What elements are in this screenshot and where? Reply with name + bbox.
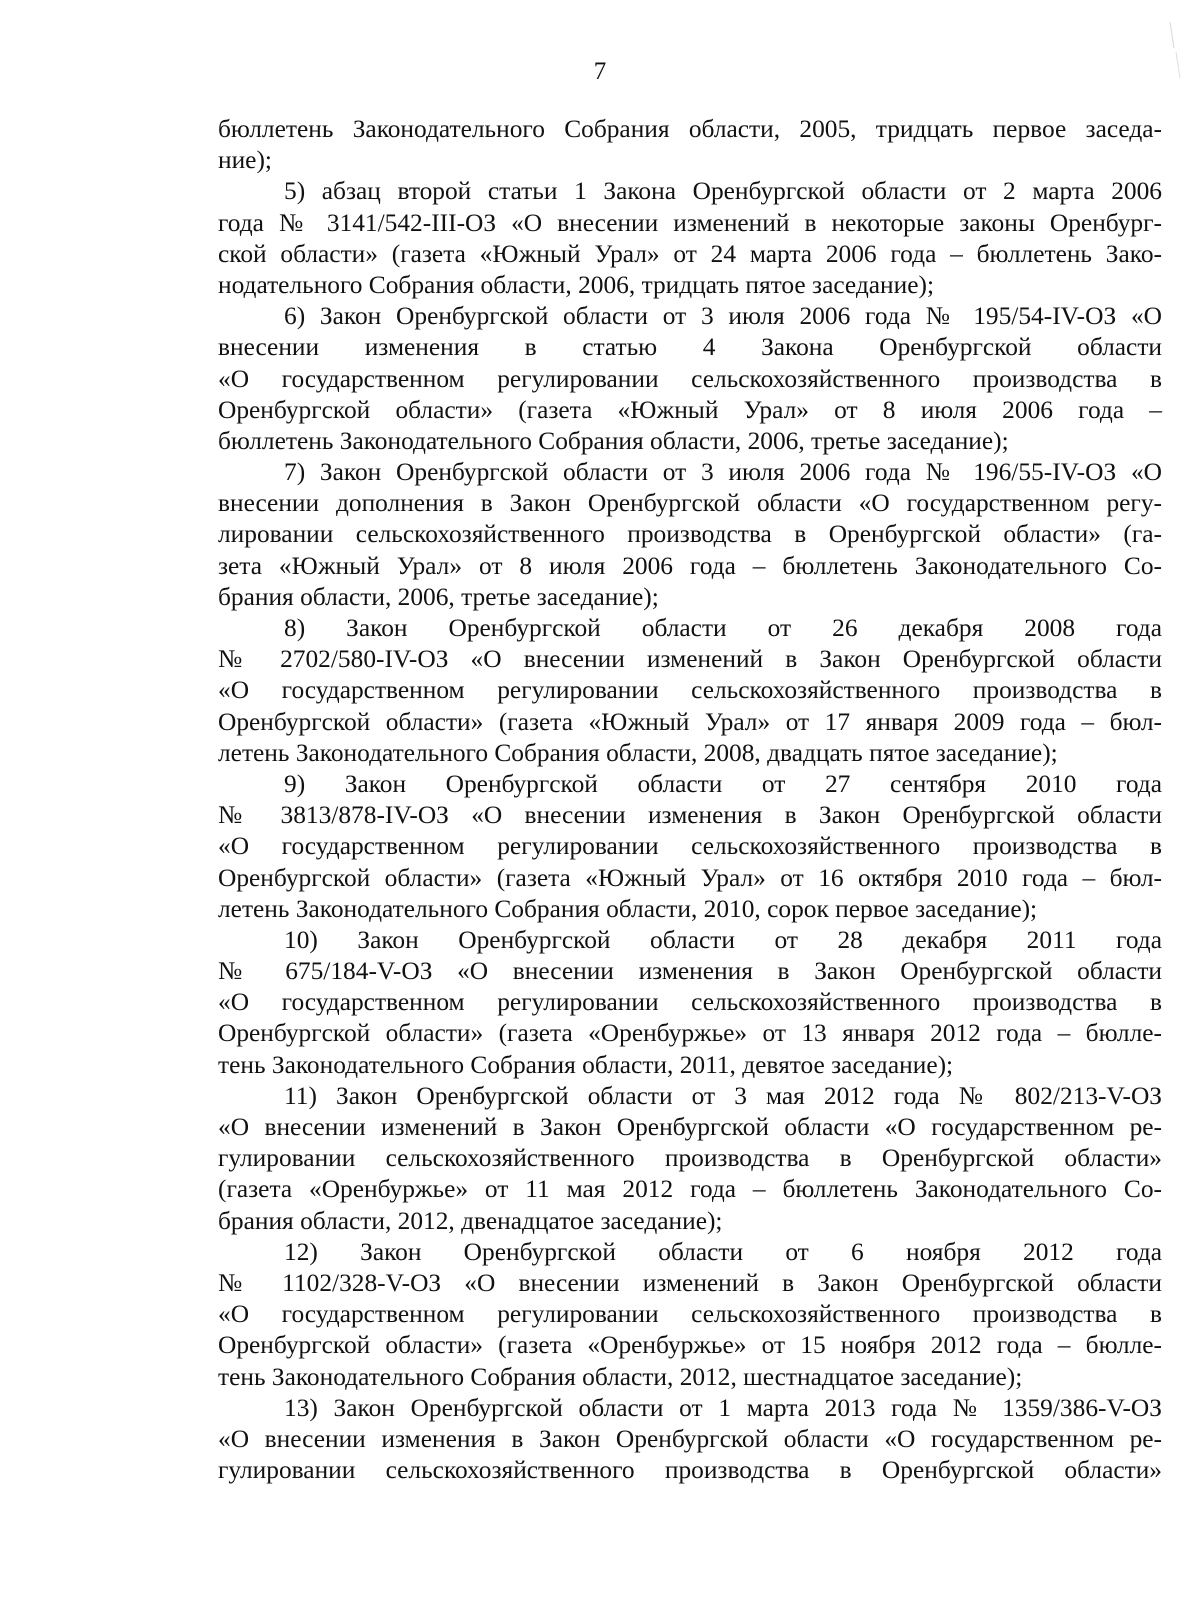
document-body-text (218, 114, 1162, 1486)
text-line: Оренбургской области» (газета «Южный Урал» от 16 октября 2010 года – бюл- (218, 863, 1162, 892)
text-line: летень Законодательного Собрания области, 2008, двадцать пятое заседание); (218, 738, 1058, 767)
text-line: «О внесении изменения в Закон Оренбургской области «О государственном ре- (218, 1424, 1162, 1453)
scan-edge-mark (1164, 18, 1186, 82)
text-line: Оренбургской области» (газета «Оренбуржье» от 13 января 2012 года – бюлле- (218, 1019, 1162, 1048)
text-line: брания области, 2006, третье заседание); (218, 582, 659, 611)
text-line: нодательного Собрания области, 2006, тридцать пятое заседание); (218, 270, 935, 299)
text-line: «О государственном регулировании сельскохозяйственного производства в (218, 1300, 1162, 1329)
text-line: «О внесении изменений в Закон Оренбургской области «О государственном ре- (218, 1113, 1162, 1141)
text-line: Оренбургской области» (газета «Южный Урал» от 17 января 2009 года – бюл- (218, 707, 1162, 736)
text-line: тень Законодательного Собрания области, 2011, девятое заседание); (218, 1050, 954, 1079)
text-line: 11) Закон Оренбургской области от 3 мая 2012 года № 802/213-V-ОЗ (284, 1081, 1162, 1110)
text-line: бюллетень Законодательного Собрания области, 2006, третье заседание); (218, 426, 1009, 455)
text-line: 12) Закон Оренбургской области от 6 ноября 2012 года (284, 1237, 1162, 1266)
text-line: 8) Закон Оренбургской области от 26 декабря 2008 года (284, 614, 1162, 642)
text-line: «О государственном регулировании сельскохозяйственного производства в (218, 364, 1162, 393)
text-line: «О государственном регулировании сельскохозяйственного производства в (218, 832, 1162, 861)
text-line: брания области, 2012, двенадцатое заседание); (218, 1206, 723, 1235)
text-line: гулировании сельскохозяйственного производства в Оренбургской области» (218, 1456, 1162, 1485)
text-line: «О государственном регулировании сельскохозяйственного производства в (218, 676, 1162, 705)
text-line: № 1102/328-V-ОЗ «О внесении изменений в Закон Оренбургской области (218, 1268, 1162, 1297)
text-line: 13) Закон Оренбургской области от 1 марта 2013 года № 1359/386-V-ОЗ (284, 1393, 1162, 1422)
text-line: № 675/184-V-ОЗ «О внесении изменения в Закон Оренбургской области (218, 957, 1162, 986)
text-line: № 2702/580-IV-ОЗ «О внесении изменений в Закон Оренбургской области (218, 645, 1162, 674)
text-line: ской области» (газета «Южный Урал» от 24 марта 2006 года – бюллетень Зако- (218, 239, 1162, 268)
text-line: «О государственном регулировании сельскохозяйственного производства в (218, 988, 1162, 1017)
text-line: ние); (218, 146, 272, 175)
text-line: 9) Закон Оренбургской области от 27 сентября 2010 года (284, 769, 1162, 798)
text-line: лировании сельскохозяйственного производства в Оренбургской области» (га- (218, 520, 1162, 549)
text-line: Оренбургской области» (газета «Южный Урал» от 8 июля 2006 года – (218, 395, 1162, 424)
text-line: зета «Южный Урал» от 8 июля 2006 года – бюллетень Законодательного Со- (218, 551, 1162, 580)
text-line: гулировании сельскохозяйственного производства в Оренбургской области» (218, 1144, 1162, 1173)
text-line: № 3813/878-IV-ОЗ «О внесении изменения в Закон Оренбургской области (218, 801, 1162, 830)
page-number: 7 (593, 58, 607, 85)
text-line: Оренбургской области» (газета «Оренбуржье» от 15 ноября 2012 года – бюлле- (218, 1331, 1162, 1360)
text-line: 5) абзац второй статьи 1 Закона Оренбургской области от 2 марта 2006 (284, 177, 1162, 206)
text-line: летень Законодательного Собрания области, 2010, сорок первое заседание); (218, 894, 1038, 923)
text-line: бюллетень Законодательного Собрания области, 2005, тридцать первое заседа- (218, 115, 1162, 143)
text-line: 10) Закон Оренбургской области от 28 декабря 2011 года (284, 925, 1162, 954)
text-line: 6) Закон Оренбургской области от 3 июля 2006 года № 195/54-IV-ОЗ «О (284, 302, 1162, 331)
text-line: 7) Закон Оренбургской области от 3 июля 2006 года № 196/55-IV-ОЗ «О (284, 458, 1162, 487)
text-line: внесении дополнения в Закон Оренбургской области «О государственном регу- (218, 489, 1162, 518)
text-line: (газета «Оренбуржье» от 11 мая 2012 года – бюллетень Законодательного Со- (218, 1175, 1162, 1204)
text-line: года № 3141/542-III-ОЗ «О внесении изменений в некоторые законы Оренбург- (218, 208, 1162, 237)
text-line: тень Законодательного Собрания области, 2012, шестнадцатое заседание); (218, 1362, 1023, 1391)
text-line: внесении изменения в статью 4 Закона Оренбургской области (218, 333, 1162, 362)
